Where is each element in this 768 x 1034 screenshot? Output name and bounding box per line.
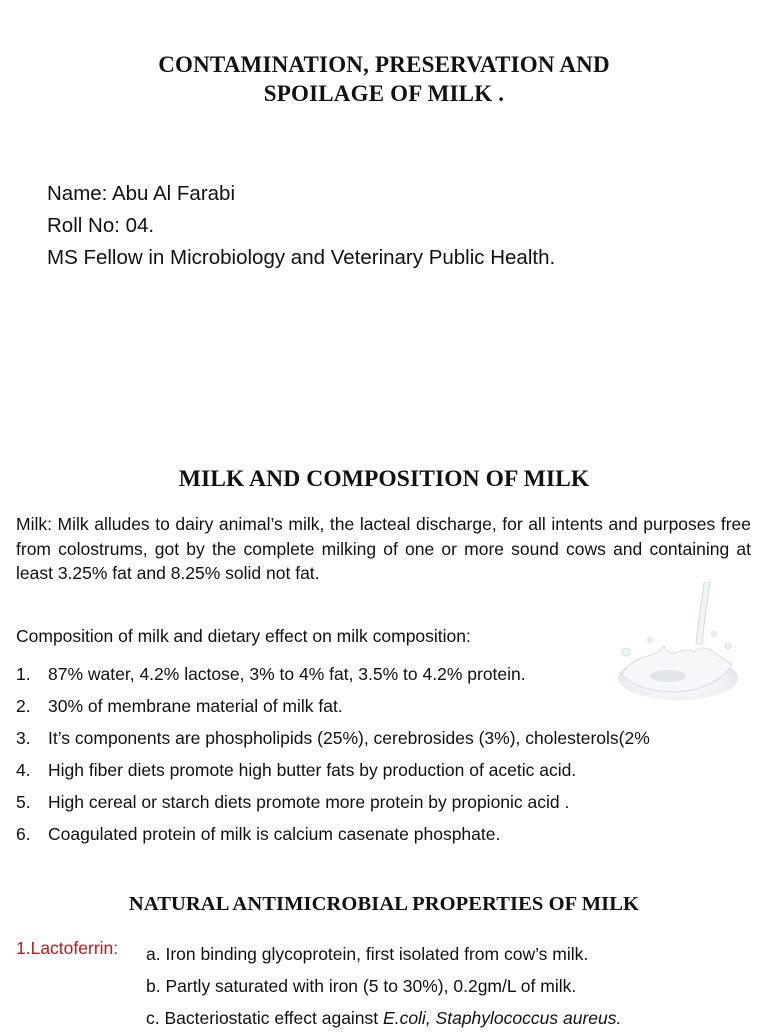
list-item [16, 754, 756, 786]
author-name: Name: Abu Al Farabi [47, 182, 236, 205]
section-heading-antimicrobial: NATURAL ANTIMICROBIAL PROPERTIES OF MILK [128, 893, 640, 915]
title-line-1: CONTAMINATION, PRESERVATION AND [158, 52, 610, 77]
list-text: High cereal or starch diets promote more protein by propionic acid . [48, 792, 570, 812]
lactoferrin-points [146, 938, 621, 1034]
list-text: 30% of membrane material of milk fat. [48, 696, 343, 716]
bacteria-names: E.coli, Staphylococcus aureus. [383, 1008, 622, 1028]
lactoferrin-point-a: a. Iron binding glycoprotein, first isolated from cow’s milk. [146, 944, 589, 964]
list-number: 1. [16, 664, 31, 684]
point-c-text: c. Bacteriostatic effect against [146, 1008, 384, 1028]
list-item [16, 818, 756, 850]
author-position: MS Fellow in Microbiology and Veterinary Public Health. [47, 246, 556, 269]
document-title [60, 50, 708, 108]
milk-definition-paragraph: Milk: Milk alludes to dairy animal’s milk, the lacteal discharge, for all intents and purposes free from colostrums, got by the complete milking of one or more sound cows and containing at least 3.25% fat and 8.25% solid not fat. [16, 514, 751, 583]
list-number: 5. [16, 792, 31, 812]
lactoferrin-point-c [146, 1002, 621, 1034]
list-text: Coagulated protein of milk is calcium casenate phosphate. [48, 824, 501, 844]
list-text: High fiber diets promote high butter fats by production of acetic acid. [48, 760, 577, 780]
section-heading-milk: MILK AND COMPOSITION OF MILK [178, 466, 590, 492]
title-line-2: SPOILAGE OF MILK . [263, 81, 505, 106]
list-item [16, 786, 756, 818]
author-roll: Roll No: 04. [47, 214, 155, 237]
list-number: 4. [16, 760, 31, 780]
list-number: 2. [16, 696, 31, 716]
list-number: 3. [16, 728, 31, 748]
composition-title: Composition of milk and dietary effect on milk composition: [16, 626, 471, 646]
list-number: 6. [16, 824, 31, 844]
lactoferrin-label: 1.Lactoferrin: [16, 938, 119, 958]
list-item [16, 722, 756, 754]
milk-splash-image [606, 582, 746, 712]
author-info [47, 178, 555, 274]
list-text: 87% water, 4.2% lactose, 3% to 4% fat, 3.5% to 4.2% protein. [48, 664, 526, 684]
lactoferrin-point-b: b. Partly saturated with iron (5 to 30%), 0.2gm/L of milk. [146, 976, 577, 996]
list-text: It’s components are phospholipids (25%), cerebrosides (3%), cholesterols(2% [48, 728, 650, 748]
